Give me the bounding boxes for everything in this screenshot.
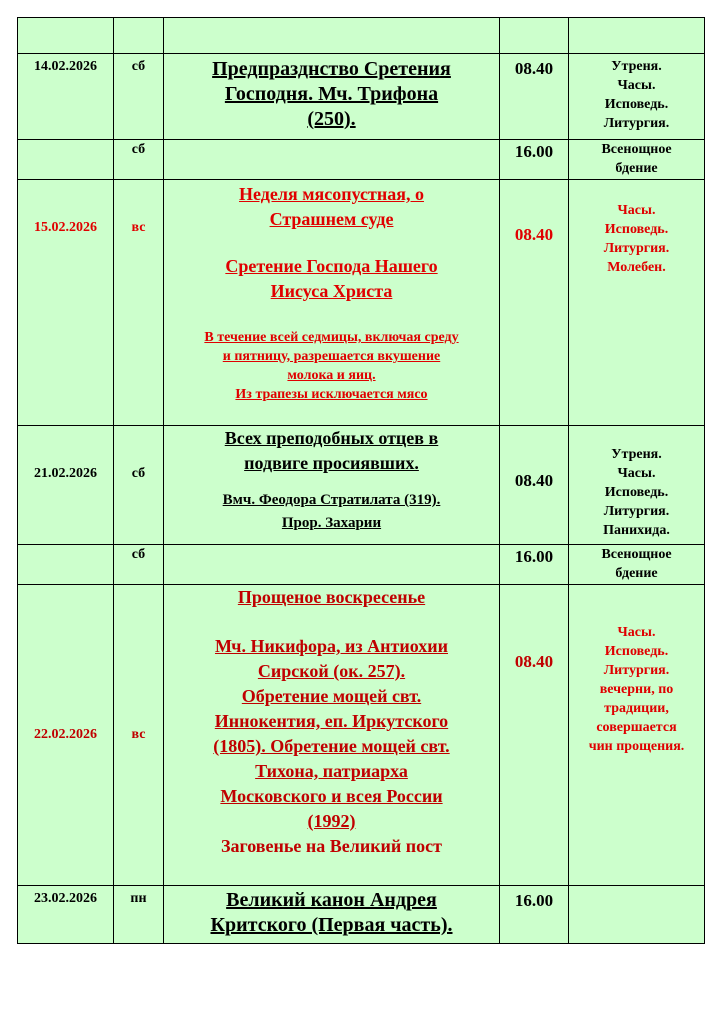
service-item: бдение — [615, 566, 658, 581]
time-cell: 08.40 — [500, 426, 569, 545]
service-item: Литургия. — [603, 504, 670, 519]
saint-line: Заговенье на Великий пост — [220, 836, 443, 856]
table-row — [18, 585, 705, 886]
service-item: совершается — [596, 720, 677, 735]
feast-line: Сретение Господа Нашего — [225, 256, 438, 276]
saint-line: Сирской (ок. 257). — [257, 661, 406, 681]
services-cell — [569, 585, 705, 886]
time-cell: 08.40 — [500, 585, 569, 886]
weekday-cell: сб — [114, 426, 164, 545]
services-cell — [569, 180, 705, 426]
title-cell — [164, 585, 500, 886]
date-cell — [18, 140, 114, 180]
date-cell — [18, 545, 114, 585]
services-cell — [569, 140, 705, 180]
note-line: и пятницу, разрешается вкушение — [222, 349, 441, 364]
table-row — [18, 54, 705, 140]
header-cell — [500, 18, 569, 54]
service-item: Исповедь. — [604, 222, 669, 237]
title-line: Прощеное воскресенье — [237, 587, 426, 607]
service-item: Утреня. — [611, 447, 662, 462]
services-cell — [569, 545, 705, 585]
saint-line: Вмч. Феодора Стратилата (319). — [222, 492, 441, 508]
title-line: Страшнем суде — [269, 209, 394, 229]
title-line: Господня. Мч. Трифона — [224, 83, 439, 105]
table-header-row — [18, 18, 705, 54]
service-item: Часы. — [617, 625, 656, 640]
services-cell — [569, 426, 705, 545]
title-line: Неделя мясопустная, о — [239, 184, 424, 204]
service-item: традиции, — [604, 701, 669, 716]
date-cell: 23.02.2026 — [18, 886, 114, 944]
time-cell: 08.40 — [500, 180, 569, 426]
note-line: В течение всей седмицы, включая среду — [204, 330, 459, 345]
header-cell — [114, 18, 164, 54]
header-cell — [164, 18, 500, 54]
date-cell: 21.02.2026 — [18, 426, 114, 545]
services-cell — [569, 886, 705, 944]
title-line: Предпразднство Сретения — [212, 58, 451, 80]
table-row — [18, 545, 705, 585]
time-cell: 16.00 — [500, 545, 569, 585]
table-row — [18, 426, 705, 545]
weekday-cell: вс — [114, 180, 164, 426]
date-cell: 14.02.2026 — [18, 54, 114, 140]
service-item: Литургия. — [603, 241, 670, 256]
weekday-cell: сб — [114, 140, 164, 180]
title-cell — [164, 140, 500, 180]
service-item: Литургия. — [603, 663, 670, 678]
saint-line: (1992) — [307, 811, 356, 831]
title-line: (250). — [307, 108, 356, 130]
service-item: чин прощения. — [588, 739, 685, 754]
title-cell — [164, 545, 500, 585]
table-row — [18, 140, 705, 180]
table-row — [18, 886, 705, 944]
saint-line: Мч. Никифора, из Антиохии — [214, 636, 448, 656]
service-item: Всенощное — [601, 547, 672, 562]
saint-line: (1805). Обретение мощей свт. — [213, 736, 450, 756]
weekday-cell: пн — [114, 886, 164, 944]
service-item: Литургия. — [603, 116, 670, 131]
saint-line: Прор. Захарии — [281, 515, 382, 531]
time-cell: 16.00 — [500, 140, 569, 180]
header-cell — [18, 18, 114, 54]
date-cell: 15.02.2026 — [18, 180, 114, 426]
service-item: Утреня. — [611, 59, 662, 74]
saint-line: Обретение мощей свт. — [241, 686, 422, 706]
title-line: подвиге просиявших. — [244, 453, 419, 473]
saint-line: Тихона, патриарха — [255, 761, 408, 781]
time-cell: 08.40 — [500, 54, 569, 140]
weekday-cell: вс — [114, 585, 164, 886]
service-item: Часы. — [617, 78, 656, 93]
title-cell — [164, 886, 500, 944]
service-item: Часы. — [617, 466, 656, 481]
schedule-table — [17, 17, 705, 944]
saint-line: Московского и всея России — [220, 786, 443, 806]
service-item: Исповедь. — [604, 644, 669, 659]
time-cell: 16.00 — [500, 886, 569, 944]
service-item: Исповедь. — [604, 485, 669, 500]
service-item: вечерни, по — [599, 682, 674, 697]
services-cell — [569, 54, 705, 140]
date-cell: 22.02.2026 — [18, 585, 114, 886]
title-line: Всех преподобных отцев в — [224, 428, 439, 448]
title-cell — [164, 180, 500, 426]
feast-line: Иисуса Христа — [270, 281, 393, 301]
title-line: Критского (Первая часть). — [210, 914, 453, 936]
service-item: Панихида. — [603, 523, 670, 538]
weekday-cell: сб — [114, 54, 164, 140]
service-item: Молебен. — [607, 260, 666, 275]
note-line: молока и яиц. — [287, 368, 376, 383]
service-item: Часы. — [617, 203, 656, 218]
service-item: бдение — [615, 161, 658, 176]
service-item: Всенощное — [601, 142, 672, 157]
note-line: Из трапезы исключается мясо — [235, 387, 428, 402]
title-cell — [164, 54, 500, 140]
service-item: Исповедь. — [604, 97, 669, 112]
header-cell — [569, 18, 705, 54]
title-line: Великий канон Андрея — [226, 889, 437, 911]
title-cell — [164, 426, 500, 545]
saint-line: Иннокентия, еп. Иркутского — [214, 711, 449, 731]
table-row — [18, 180, 705, 426]
weekday-cell: сб — [114, 545, 164, 585]
